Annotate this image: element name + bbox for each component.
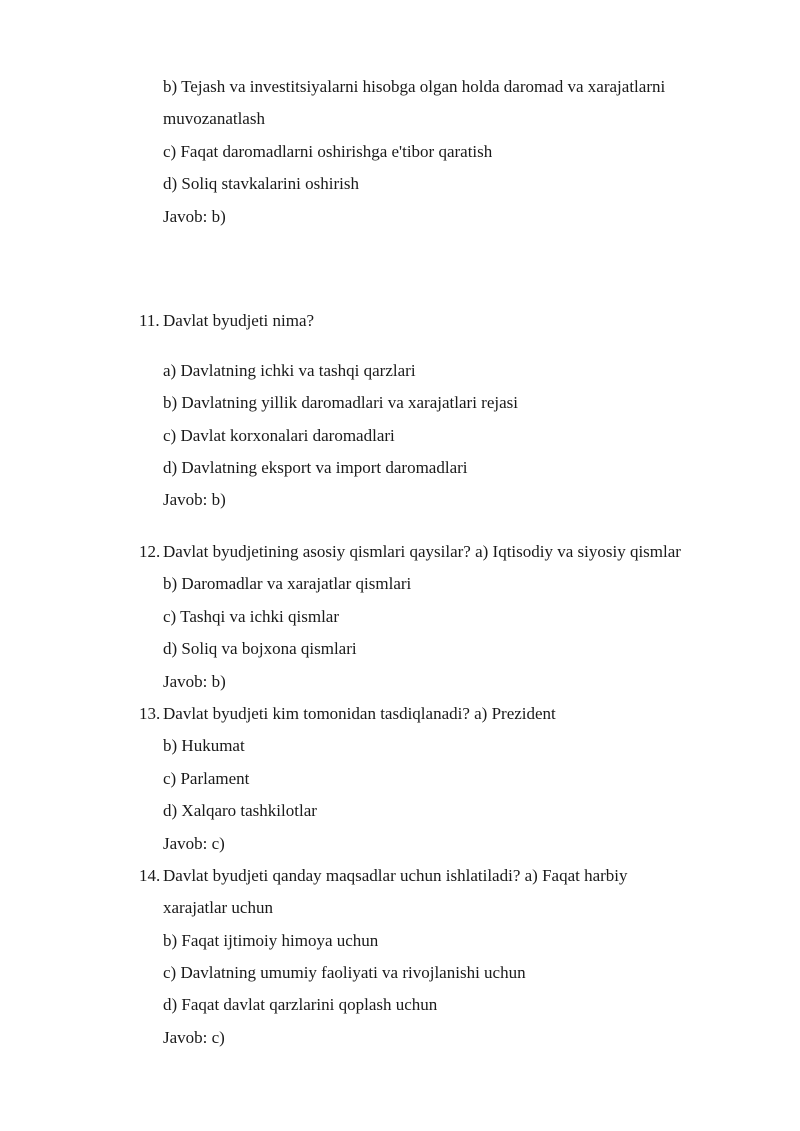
- q14-option-b: b) Faqat ijtimoiy himoya uchun: [163, 931, 379, 950]
- q11-answer: Javob: b): [163, 490, 226, 509]
- q14-answer: Javob: c): [163, 1028, 225, 1047]
- q12-option-c: c) Tashqi va ichki qismlar: [163, 607, 340, 626]
- q14-option-c: c) Davlatning umumiy faoliyati va rivojlanishi uchun: [163, 963, 526, 982]
- q14-number: 14.: [139, 866, 161, 885]
- q12-number: 12.: [139, 542, 161, 561]
- q10-answer: Javob: b): [163, 207, 226, 226]
- q11-option-b: b) Davlatning yillik daromadlari va xarajatlari rejasi: [163, 393, 518, 412]
- q11-option-a: a) Davlatning ichki va tashqi qarzlari: [163, 361, 416, 380]
- q10-option-b-line2: muvozanatlash: [163, 109, 265, 128]
- q11-question: Davlat byudjeti nima?: [163, 311, 315, 330]
- q13-option-b: b) Hukumat: [163, 736, 245, 755]
- q12-question: Davlat byudjetining asosiy qismlari qaysilar? a) Iqtisodiy va siyosiy qismlar: [163, 542, 681, 561]
- q13-option-c: c) Parlament: [163, 769, 250, 788]
- q13-number: 13.: [139, 704, 161, 723]
- q12-option-d: d) Soliq va bojxona qismlari: [163, 639, 357, 658]
- q12-answer: Javob: b): [163, 672, 226, 691]
- q14-question-line1: Davlat byudjeti qanday maqsadlar uchun ishlatiladi? a) Faqat harbiy: [163, 866, 628, 885]
- q13-option-d: d) Xalqaro tashkilotlar: [163, 801, 317, 820]
- q11-option-d: d) Davlatning eksport va import daromadlari: [163, 458, 468, 477]
- q14-option-d: d) Faqat davlat qarzlarini qoplash uchun: [163, 995, 438, 1014]
- q13-question: Davlat byudjeti kim tomonidan tasdiqlanadi? a) Prezident: [163, 704, 556, 723]
- q10-option-b-line1: b) Tejash va investitsiyalarni hisobga olgan holda daromad va xarajatlarni: [163, 77, 666, 96]
- q13-answer: Javob: c): [163, 834, 225, 853]
- q11-number: 11.: [139, 311, 160, 330]
- q12-option-b: b) Daromadlar va xarajatlar qismlari: [163, 574, 412, 593]
- q11-option-c: c) Davlat korxonalari daromadlari: [163, 426, 395, 445]
- q14-question-line2: xarajatlar uchun: [163, 898, 273, 917]
- q10-option-c: c) Faqat daromadlarni oshirishga e'tibor qaratish: [163, 142, 493, 161]
- q10-option-d: d) Soliq stavkalarini oshirish: [163, 174, 359, 193]
